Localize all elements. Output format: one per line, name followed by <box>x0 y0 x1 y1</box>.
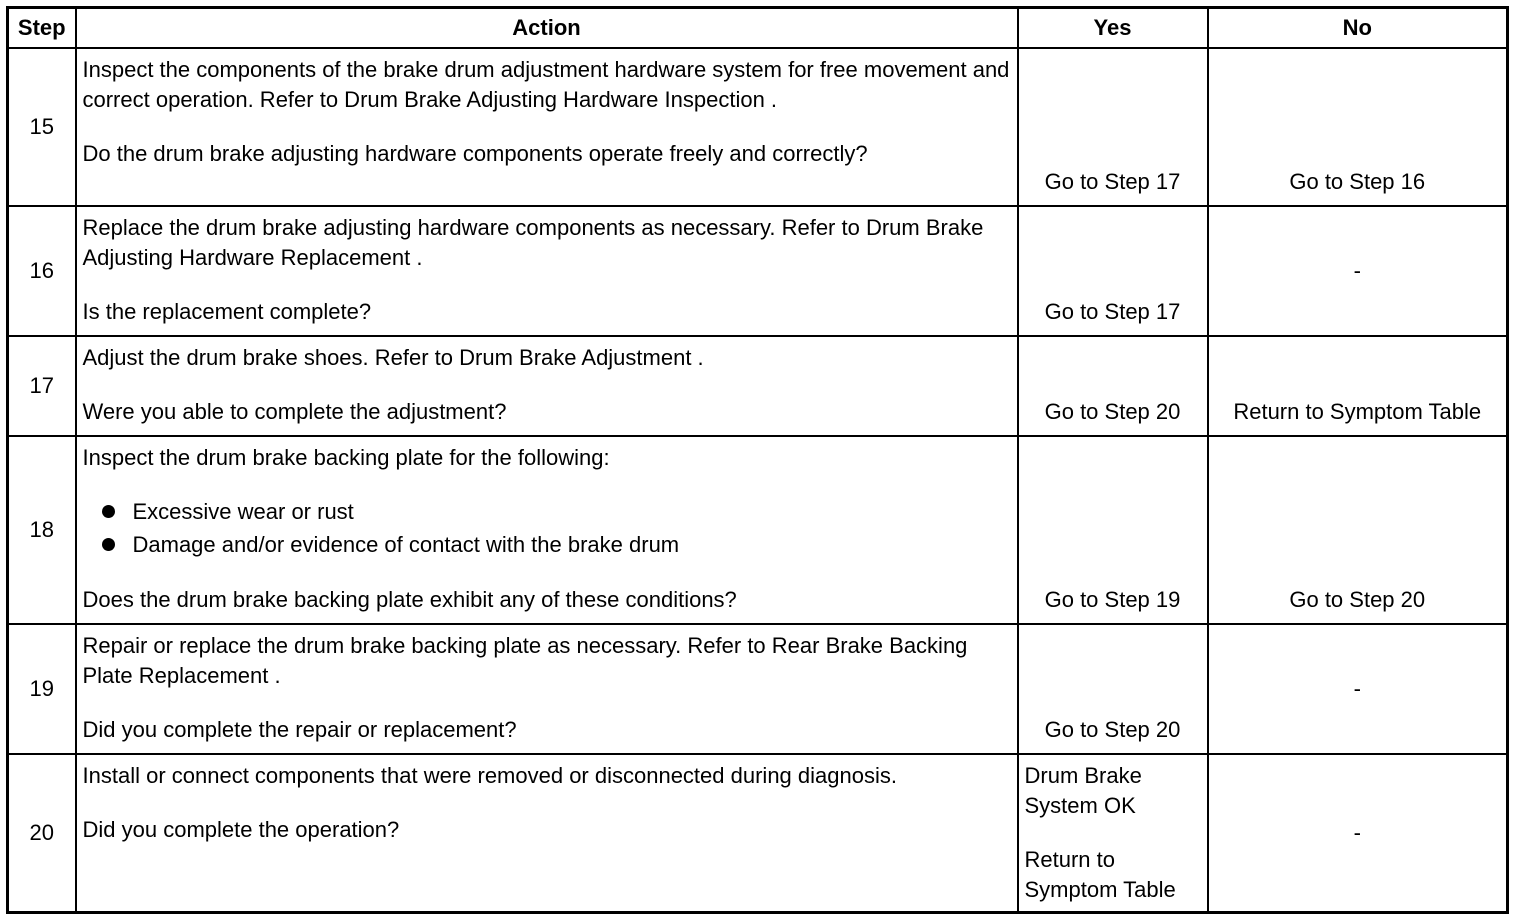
no-cell: - <box>1208 206 1508 336</box>
no-cell: - <box>1208 624 1508 754</box>
step-number: 15 <box>8 48 76 206</box>
step-number: 16 <box>8 206 76 336</box>
no-cell: Go to Step 16 <box>1208 48 1508 206</box>
yes-cell: Go to Step 17 <box>1018 206 1208 336</box>
yes-result: Drum Brake System OK <box>1024 763 1142 818</box>
action-question: Did you complete the repair or replacement? <box>82 717 517 742</box>
step-number: 18 <box>8 436 76 624</box>
action-text: Repair or replace the drum brake backing plate as necessary. Refer to Rear Brake Backing Plate Replacement . <box>82 633 968 688</box>
list-item: Damage and/or evidence of contact with the brake drum <box>83 528 1011 561</box>
header-yes: Yes <box>1018 8 1208 49</box>
yes-cell: Go to Step 19 <box>1018 436 1208 624</box>
action-question: Do the drum brake adjusting hardware components operate freely and correctly? <box>82 141 868 166</box>
action-text: Adjust the drum brake shoes. Refer to Drum Brake Adjustment . <box>82 345 704 370</box>
list-item: Excessive wear or rust <box>83 495 1011 528</box>
yes-result-alt: Return to Symptom Table <box>1024 847 1176 902</box>
step-number: 20 <box>8 754 76 912</box>
header-action: Action <box>76 8 1018 49</box>
no-cell: Return to Symptom Table <box>1208 336 1508 436</box>
yes-cell: Go to Step 17 <box>1018 48 1208 206</box>
header-step: Step <box>8 8 76 49</box>
yes-cell: Go to Step 20 <box>1018 336 1208 436</box>
yes-cell <box>1018 754 1208 912</box>
condition-list <box>83 495 1011 561</box>
action-text: Inspect the components of the brake drum adjustment hardware system for free movement and correct operation. Refer to Drum Brake Adjusting Hardware Inspection . <box>82 57 1010 112</box>
action-text: Replace the drum brake adjusting hardware components as necessary. Refer to Drum Brake Adjusting Hardware Replacement . <box>82 215 984 270</box>
header-no: No <box>1208 8 1508 49</box>
header-row <box>8 8 1508 49</box>
action-cell <box>76 624 1018 754</box>
yes-cell: Go to Step 20 <box>1018 624 1208 754</box>
action-question: Does the drum brake backing plate exhibit any of these conditions? <box>82 587 737 612</box>
action-cell <box>76 48 1018 206</box>
action-cell <box>76 336 1018 436</box>
action-cell <box>76 206 1018 336</box>
step-number: 19 <box>8 624 76 754</box>
table-row <box>8 48 1508 206</box>
action-question: Were you able to complete the adjustment? <box>82 399 507 424</box>
step-number: 17 <box>8 336 76 436</box>
action-cell <box>76 436 1018 624</box>
action-cell <box>76 754 1018 912</box>
action-question: Is the replacement complete? <box>82 299 372 324</box>
table-row <box>8 436 1508 624</box>
table-row <box>8 624 1508 754</box>
diagnostic-table <box>6 6 1509 914</box>
table-row <box>8 206 1508 336</box>
action-question: Did you complete the operation? <box>82 817 400 842</box>
action-text: Inspect the drum brake backing plate for the following: <box>82 445 610 470</box>
table-row <box>8 336 1508 436</box>
no-cell: - <box>1208 754 1508 912</box>
table-row <box>8 754 1508 912</box>
action-text: Install or connect components that were removed or disconnected during diagnosis. <box>82 763 897 788</box>
no-cell: Go to Step 20 <box>1208 436 1508 624</box>
